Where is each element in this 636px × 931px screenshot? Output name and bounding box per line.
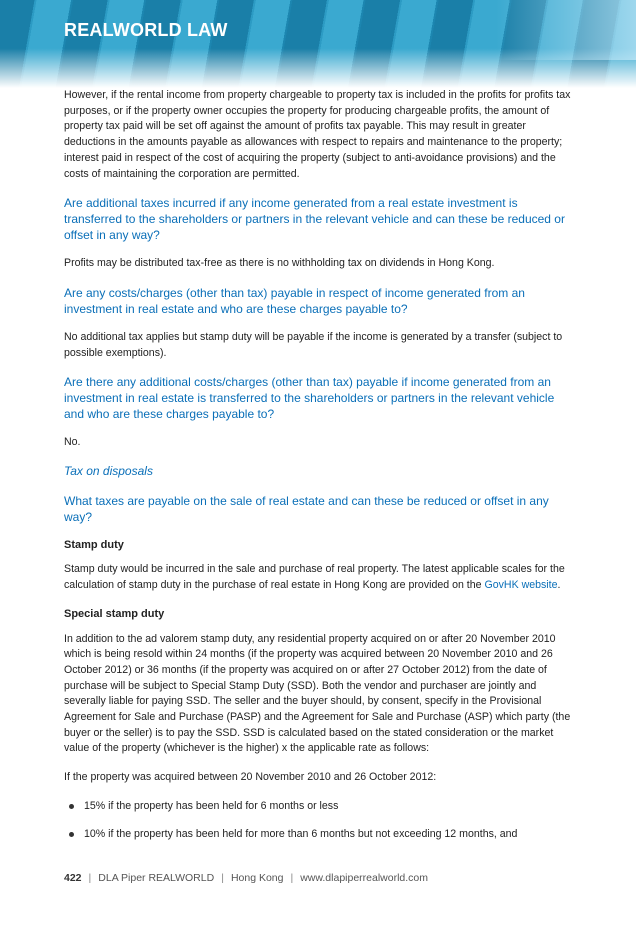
answer-shareholder-taxes: Profits may be distributed tax-free as there is no withholding tax on dividends in Hong Kong. <box>64 257 495 270</box>
answer-additional-costs: No. <box>64 436 81 449</box>
paragraph-ssd-intro: If the property was acquired between 20 November 2010 and 26 October 2012: <box>64 771 437 784</box>
paragraph-stamp-duty <box>64 562 576 593</box>
question-costs-charges: Are any costs/charges (other than tax) payable in respect of income generated from an investment in real estate and who are these charges payable to? <box>64 285 525 316</box>
ssd-rate-list <box>64 799 576 842</box>
subheading-stamp-duty: Stamp duty <box>64 538 124 551</box>
section-heading-tax-on-disposals: Tax on disposals <box>64 464 153 479</box>
list-item: 15% if the property has been held for 6 months or less <box>64 799 576 815</box>
govhk-website-link[interactable]: GovHK website <box>484 579 558 592</box>
footer-separator: | <box>88 872 92 885</box>
brand-title: REALWORLD LAW <box>64 20 228 40</box>
subheading-special-stamp-duty: Special stamp duty <box>64 607 165 620</box>
answer-costs-charges: No additional tax applies but stamp duty will be payable if the income is generated by a transfer (subject to possible exemptions). <box>64 330 563 359</box>
stamp-duty-end: . <box>557 579 561 592</box>
question-additional-costs: Are there any additional costs/charges (other than tax) payable if income generated from an investment in real estate is transferred to the shareholders or partners in the relevant vehicle and who are these charges payable to? <box>64 375 555 422</box>
question-shareholder-taxes: Are additional taxes incurred if any income generated from a real estate investment is transferred to the shareholders or partners in the relevant vehicle and can these be reduced or offset in any way? <box>64 196 565 243</box>
header-banner <box>0 0 636 88</box>
footer-separator: | <box>221 872 224 885</box>
stamp-duty-text: Stamp duty would be incurred in the sale and purchase of real property. The latest applicable scales for the calculation of stamp duty in the purchase of real estate in Hong Kong are provided on the <box>64 563 565 592</box>
paragraph-special-stamp-duty: In addition to the ad valorem stamp duty, any residential property acquired on or after 20 November 2010 which is being resold within 24 months (if the property was acquired between 20 November 2010 and 26 October 2012) or 36 months (if the property was acquired on or after 27 October 2012) from the date of purchase will be subject to Special Stamp Duty (SSD). Both the vendor and purchaser are jointly and severally liable for paying SSD. The seller and the buyer should, by consent, specify in the Provisional Agreement for Sale and Purchase (PASP) and the Agreement for Sale and Purchase (ASP) which party (the buyer or the seller) is to pay the SSD. SSD is calculated based on the stated consideration or the market value of the property (whichever is the higher) x the applicable rate as follows: <box>64 632 571 755</box>
page-footer <box>0 855 636 931</box>
country-name: Hong Kong <box>230 872 284 885</box>
page-number: 422 <box>64 872 82 885</box>
paragraph-property-tax: However, if the rental income from property chargeable to property tax is included in the profits for profits tax purposes, or if the property owner occupies the property for producing chargeable profits, the amount of property tax paid will be set off against the amount of profits tax payable. This may result in greater deductions in the amounts payable as allowances with respect to repairs and maintenance to the property; interest paid in respect of the cost of acquiring the property (subject to anti-avoidance provisions) and the costs of maintaining the corporation are permitted. <box>64 89 571 180</box>
list-item: 10% if the property has been held for more than 6 months but not exceeding 12 months, and <box>64 827 576 843</box>
question-sale-taxes: What taxes are payable on the sale of real estate and can these be reduced or offset in any way? <box>64 493 549 524</box>
footer-url: www.dlapiperrealworld.com <box>300 872 429 885</box>
footer-separator: | <box>290 872 294 885</box>
page-content <box>0 88 636 855</box>
publication-name: DLA Piper REALWORLD <box>98 872 215 885</box>
banner-sky <box>496 0 636 60</box>
